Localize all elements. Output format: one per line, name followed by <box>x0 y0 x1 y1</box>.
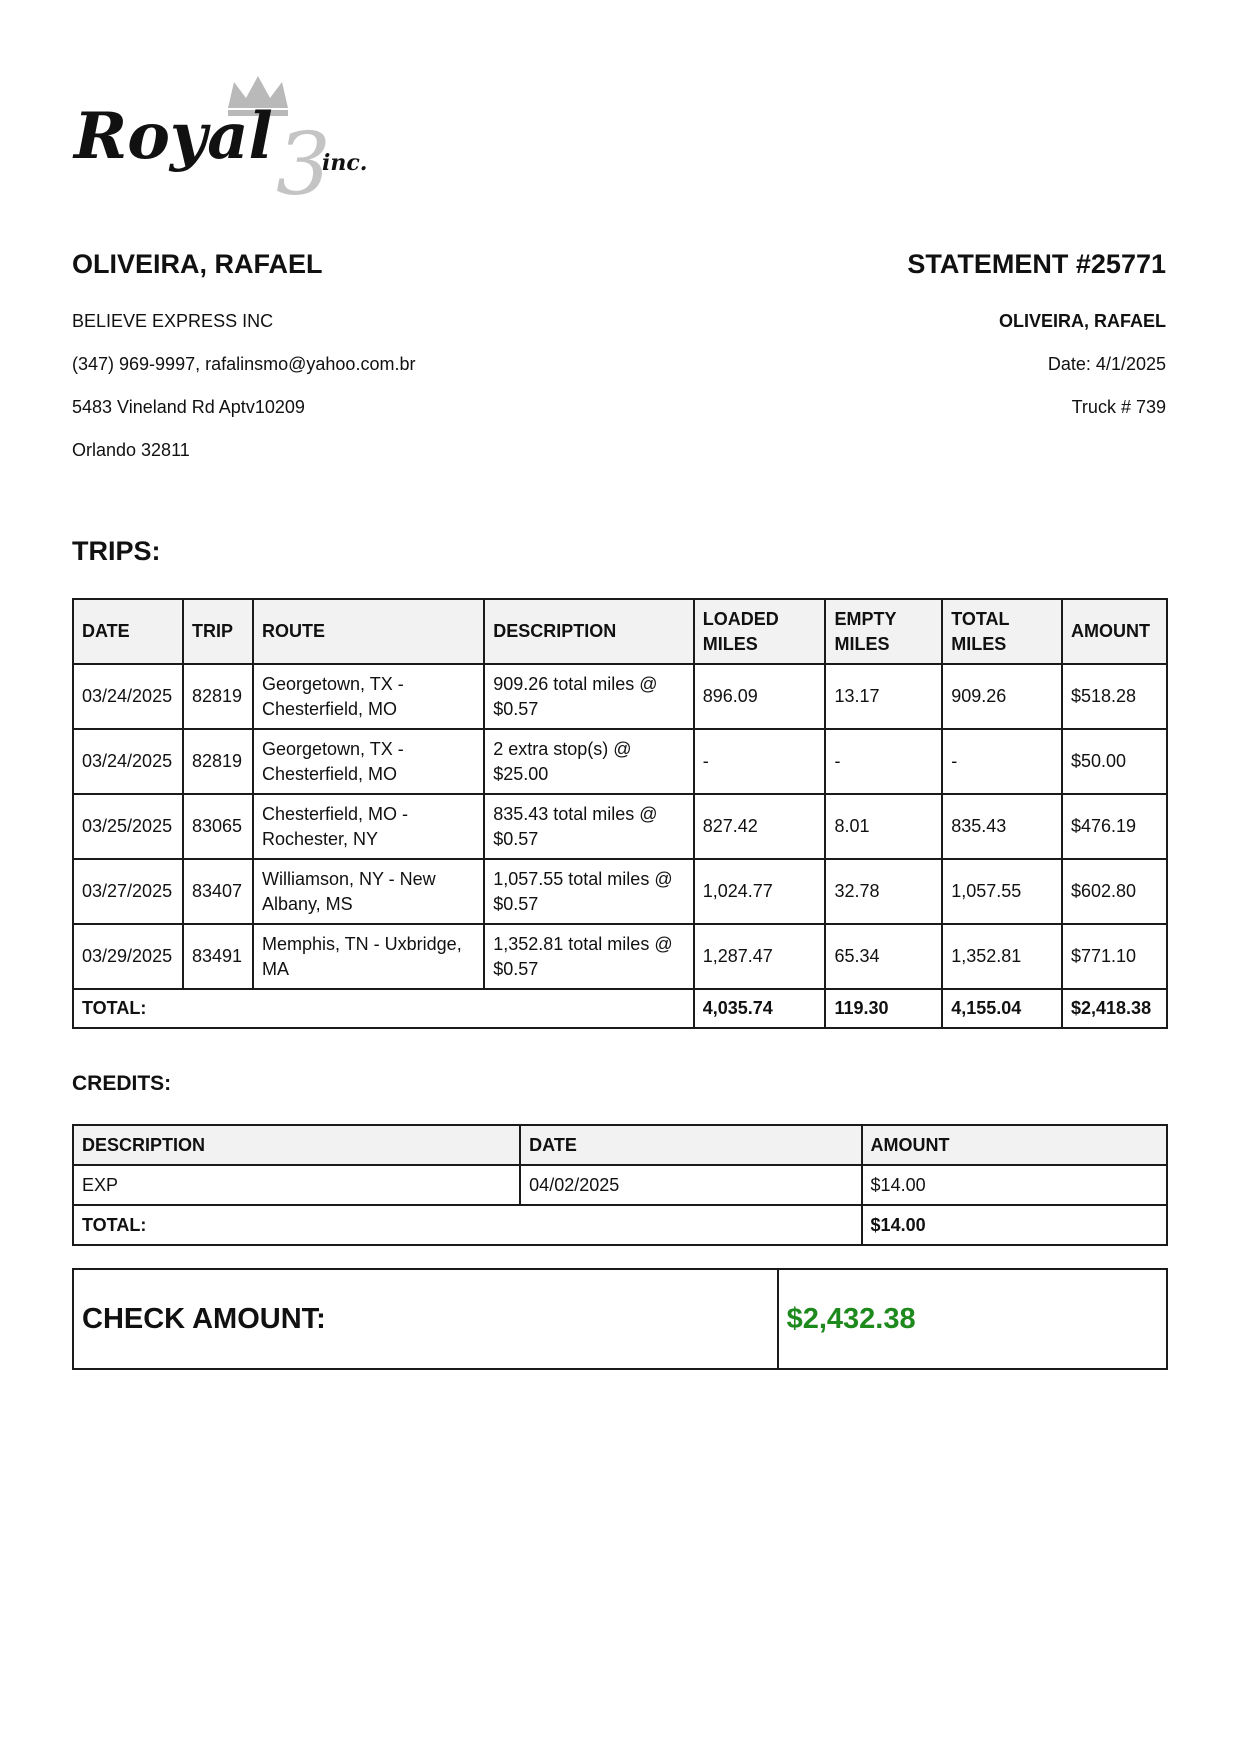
trip-date: 03/24/2025 <box>73 664 183 729</box>
trip-number: 83065 <box>183 794 253 859</box>
trip-total-miles: 1,057.55 <box>942 859 1062 924</box>
trip-loaded-miles: - <box>694 729 826 794</box>
trips-total-amount: $2,418.38 <box>1062 989 1167 1028</box>
trip-route: Williamson, NY - New Albany, MS <box>253 859 484 924</box>
trip-amount: $50.00 <box>1062 729 1167 794</box>
contact-info: (347) 969-9997, rafalinsmo@yahoo.com.br <box>72 354 416 374</box>
trip-number: 82819 <box>183 664 253 729</box>
credit-description: EXP <box>73 1165 520 1205</box>
trip-description: 909.26 total miles @ $0.57 <box>484 664 694 729</box>
trip-route: Georgetown, TX - Chesterfield, MO <box>253 664 484 729</box>
company-name: BELIEVE EXPRESS INC <box>72 311 274 331</box>
col-credit-amount: AMOUNT <box>862 1125 1167 1165</box>
table-row <box>73 664 1167 729</box>
table-row <box>73 924 1167 989</box>
driver-name: OLIVEIRA, RAFAEL <box>72 249 323 279</box>
credits-total-row <box>73 1205 1167 1245</box>
city-zip: Orlando 32811 <box>72 440 190 460</box>
col-amount: AMOUNT <box>1062 599 1167 664</box>
table-row <box>73 1165 1167 1205</box>
table-header-row <box>73 599 1167 664</box>
trips-total-miles: 4,155.04 <box>942 989 1062 1028</box>
trip-date: 03/24/2025 <box>73 729 183 794</box>
trips-total-loaded: 4,035.74 <box>694 989 826 1028</box>
table-header-row <box>73 1125 1167 1165</box>
trip-empty-miles: 32.78 <box>825 859 942 924</box>
col-loaded-miles: LOADED MILES <box>694 599 826 664</box>
trip-empty-miles: 13.17 <box>825 664 942 729</box>
trip-amount: $476.19 <box>1062 794 1167 859</box>
check-amount-label: CHECK AMOUNT: <box>73 1269 778 1369</box>
trip-total-miles: 835.43 <box>942 794 1062 859</box>
credit-date: 04/02/2025 <box>520 1165 861 1205</box>
trip-date: 03/27/2025 <box>73 859 183 924</box>
credits-total-amount: $14.00 <box>862 1205 1167 1245</box>
statement-number: STATEMENT #25771 <box>907 249 1166 279</box>
driver-info <box>72 248 415 482</box>
col-route: ROUTE <box>253 599 484 664</box>
svg-text:3: 3 <box>276 115 331 200</box>
trip-description: 1,057.55 total miles @ $0.57 <box>484 859 694 924</box>
trip-route: Chesterfield, MO - Rochester, NY <box>253 794 484 859</box>
trips-total-label: TOTAL: <box>73 989 694 1028</box>
trip-amount: $602.80 <box>1062 859 1167 924</box>
trip-total-miles: 909.26 <box>942 664 1062 729</box>
trip-description: 835.43 total miles @ $0.57 <box>484 794 694 859</box>
trip-amount: $771.10 <box>1062 924 1167 989</box>
trip-description: 1,352.81 total miles @ $0.57 <box>484 924 694 989</box>
credits-table <box>72 1124 1168 1246</box>
trip-total-miles: - <box>942 729 1062 794</box>
trip-route: Memphis, TN - Uxbridge, MA <box>253 924 484 989</box>
check-amount-value: $2,432.38 <box>778 1269 1167 1369</box>
table-row <box>73 729 1167 794</box>
trip-amount: $518.28 <box>1062 664 1167 729</box>
check-amount-row <box>73 1269 1167 1369</box>
trips-total-empty: 119.30 <box>825 989 942 1028</box>
truck-number: Truck # 739 <box>1071 397 1166 417</box>
trip-empty-miles: - <box>825 729 942 794</box>
col-trip: TRIP <box>183 599 253 664</box>
trips-total-row <box>73 989 1167 1028</box>
trips-table <box>72 598 1168 1029</box>
trip-number: 83491 <box>183 924 253 989</box>
col-credit-date: DATE <box>520 1125 861 1165</box>
trip-date: 03/25/2025 <box>73 794 183 859</box>
check-amount-box <box>72 1268 1168 1370</box>
trip-total-miles: 1,352.81 <box>942 924 1062 989</box>
trip-loaded-miles: 827.42 <box>694 794 826 859</box>
trip-date: 03/29/2025 <box>73 924 183 989</box>
trip-number: 83407 <box>183 859 253 924</box>
trip-route: Georgetown, TX - Chesterfield, MO <box>253 729 484 794</box>
trip-loaded-miles: 1,287.47 <box>694 924 826 989</box>
svg-text:Royal: Royal <box>74 99 273 174</box>
col-description: DESCRIPTION <box>484 599 694 664</box>
credits-heading: CREDITS: <box>72 1072 172 1095</box>
trip-number: 82819 <box>183 729 253 794</box>
trip-empty-miles: 8.01 <box>825 794 942 859</box>
table-row <box>73 859 1167 924</box>
statement-info <box>907 248 1166 439</box>
statement-date: Date: 4/1/2025 <box>1047 354 1166 374</box>
trip-loaded-miles: 896.09 <box>694 664 826 729</box>
credits-total-label: TOTAL: <box>73 1205 862 1245</box>
credit-amount: $14.00 <box>862 1165 1167 1205</box>
street-address: 5483 Vineland Rd Aptv10209 <box>72 397 305 417</box>
statement-driver-name: OLIVEIRA, RAFAEL <box>998 311 1166 331</box>
trip-loaded-miles: 1,024.77 <box>694 859 826 924</box>
table-row <box>73 794 1167 859</box>
trip-empty-miles: 65.34 <box>825 924 942 989</box>
trips-heading: TRIPS: <box>72 536 161 566</box>
col-empty-miles: EMPTY MILES <box>825 599 942 664</box>
trip-description: 2 extra stop(s) @ $25.00 <box>484 729 694 794</box>
col-total-miles: TOTAL MILES <box>942 599 1062 664</box>
svg-text:inc.: inc. <box>322 150 368 176</box>
col-credit-description: DESCRIPTION <box>73 1125 520 1165</box>
company-logo <box>70 70 400 200</box>
col-date: DATE <box>73 599 183 664</box>
